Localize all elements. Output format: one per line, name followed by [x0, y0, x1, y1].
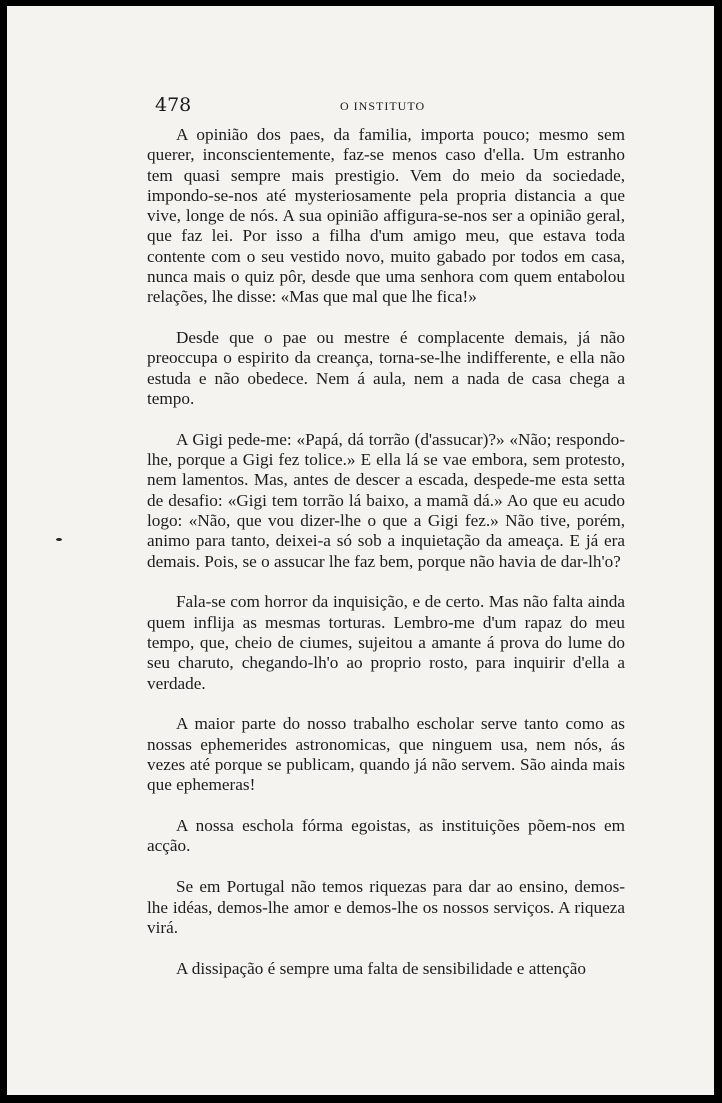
book-page: [7, 6, 714, 1095]
ink-speck: [56, 538, 62, 541]
body-text: [147, 125, 625, 999]
paragraph-2: Desde que o pae ou mestre é complacente demais, já não preoccupa o espirito da creança, torna-se-lhe indifferente, e ella não estuda e não obedece. Nem á aula, nem a nada de casa chega a tempo.: [147, 328, 625, 409]
running-title: O INSTITUTO: [340, 99, 426, 113]
page-number: 478: [155, 94, 192, 116]
paragraph-4: Fala-se com horror da inquisição, e de certo. Mas não falta ainda quem inflija as mesmas torturas. Lembro-me d'um rapaz do meu tempo, que, cheio de ciumes, sujeitou a amante á prova do lume do seu charuto, chegando-lh'o ao proprio rosto, para inquirir d'ella a verdade.: [147, 592, 625, 693]
paragraph-5: A maior parte do nosso trabalho escholar serve tanto como as nossas ephemerides astronomicas, que ninguem usa, nem nós, ás vezes até porque se publicam, quando já não servem. São ainda mais que ephemeras!: [147, 714, 625, 795]
paragraph-6: A nossa eschola fórma egoistas, as instituições põem-nos em acção.: [147, 816, 625, 856]
page-header: [155, 94, 625, 118]
paragraph-3: A Gigi pede-me: «Papá, dá torrão (d'assucar)?» «Não; respondo-lhe, porque a Gigi fez tolice.» E ella lá se vae embora, sem protesto, nem lamentos. Mas, antes de descer a escada, despede-me esta setta de desafio: «Gigi tem torrão lá baixo, a mamã dá.» Ao que eu acudo logo: «Não, que vou dizer-lhe o que a Gigi fez.» Não tive, porém, animo para tanto, deixei-a só sob a inquietação da ameaça. E já era demais. Pois, se o assucar lhe faz bem, porque não havia de dar-lh'o?: [147, 429, 625, 571]
paragraph-1: A opinião dos paes, da familia, importa pouco; mesmo sem querer, inconscientemente, faz-se menos caso d'ella. Um estranho tem quasi sempre mais prestigio. Vem do meio da sociedade, impondo-se-nos até mysteriosamente pela propria distancia a que vive, longe de nós. A sua opinião affigura-se-nos ser a opinião geral, que faz lei. Por isso a filha d'um amigo meu, que estava toda contente com o seu vestido novo, muito gabado por todos em casa, nunca mais o quiz pôr, desde que uma senhora com quem entabolou relações, lhe disse: «Mas que mal que lhe fica!»: [147, 125, 625, 307]
paragraph-7: Se em Portugal não temos riquezas para dar ao ensino, demos-lhe idéas, demos-lhe amor e demos-lhe os nossos serviços. A riqueza virá.: [147, 877, 625, 937]
paragraph-8: A dissipação é sempre uma falta de sensibilidade e attenção: [176, 958, 586, 978]
